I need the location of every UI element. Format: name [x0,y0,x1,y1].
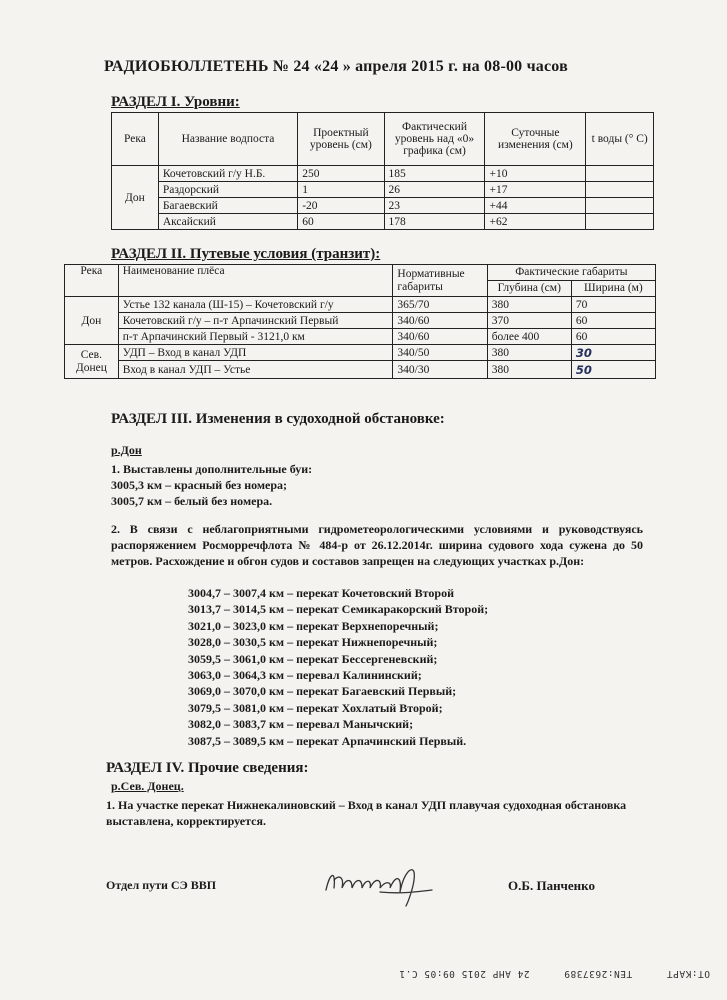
reach-cell: Вход в канал УДП – Устье [118,361,393,379]
table-row [65,361,656,379]
temp-cell [586,198,654,214]
col-station: Название водпоста [158,113,297,166]
width-cell: 60 [571,329,655,345]
table-row [112,198,654,214]
change-cell: +17 [485,182,586,198]
table-row [112,182,654,198]
table-row [112,214,654,230]
list-item: 3069,0 – 3070,0 км – перекат Багаевский Первый; [188,684,457,699]
reach-cell: Устье 132 канала (Ш-15) – Кочетовский г/у [118,297,393,313]
fax-phone: TEN:2637389 [563,968,633,979]
col-water-temp: t воды (° С) [586,113,654,166]
col-actual-level: Фактический уровень над «0» графика (см) [384,113,485,166]
norm-cell: 340/50 [393,345,487,361]
station-cell: Кочетовский г/у Н.Б. [158,166,297,182]
project-cell: 1 [298,182,384,198]
depth-cell: 380 [487,361,571,379]
col-depth: Глубина (см) [487,281,571,297]
width-cell: 70 [571,297,655,313]
list-item: 3005,3 км – красный без номера; [111,478,288,492]
col-river: Река [65,265,119,297]
list-item: 3063,0 – 3064,3 км – перевал Калининский; [188,668,422,683]
department-label: Отдел пути СЭ ВВП [106,878,217,892]
list-item: 3004,7 – 3007,4 км – перекат Кочетовский Второй [188,586,454,600]
list-item: 3087,5 – 3089,5 км – перекат Арпачинский Первый. [188,733,467,748]
norm-cell: 365/70 [393,297,487,313]
depth-cell: 370 [487,313,571,329]
list-item: 3028,0 – 3030,5 км – перекат Нижнепоречный; [188,635,438,650]
table-row [112,166,654,182]
station-cell: Аксайский [158,214,297,230]
col-reach: Наименование плёса [118,265,393,297]
width-cell-handwritten: 30 [571,345,655,361]
col-normative: Нормативные габариты [393,265,487,297]
fax-timestamp: 24 AHP 2015 09:05 C.1 [398,968,530,979]
fax-header-line [150,968,710,979]
list-item: 3021,0 – 3023,0 км – перекат Верхнепоречный; [188,618,439,633]
restriction-paragraph: 2. В связи с неблагоприятными гидрометеорологическими условиями и руководствуясь распоряжением Росморречфлота № 484-р от 26.12.2014г. ширина судового хода сужена до 50 метров. Расхождение и обгон судов и составов запрещен на следующих участках р.Дон: [111,522,643,568]
section4-river: р.Сев. Донец. [111,779,184,793]
section3-heading: РАЗДЕЛ III. Изменения в судоходной обстановке: [111,411,445,427]
table-row [65,329,656,345]
buoys-list [111,461,312,509]
list-item: 3082,0 – 3083,7 км – перевал Манычский; [188,717,414,732]
list-item: 3013,7 – 3014,5 км – перекат Семикаракорский Второй; [188,602,489,617]
col-actual-dimensions: Фактические габариты [487,265,655,281]
temp-cell [586,166,654,182]
depth-cell: более 400 [487,329,571,345]
list-item: 3079,5 – 3081,0 км – перекат Хохлатый Второй; [188,700,443,715]
actual-cell: 23 [384,198,485,214]
river-cell: Дон [65,297,119,345]
station-cell: Багаевский [158,198,297,214]
temp-cell [586,182,654,198]
change-cell: +10 [485,166,586,182]
reach-cell: Кочетовский г/у – п-т Арпачинский Первый [118,313,393,329]
river-cell: Дон [112,166,159,230]
fax-sender: OT:KAPT [666,968,710,979]
levels-table [111,112,654,230]
river-cell: Сев. Донец [65,345,119,379]
col-daily-change: Суточные изменения (см) [485,113,586,166]
reach-cell: п-т Арпачинский Первый - 3121,0 км [118,329,393,345]
norm-cell: 340/30 [393,361,487,379]
col-project-level: Проектный уровень (см) [298,113,384,166]
depth-cell: 380 [487,345,571,361]
transit-header-row [65,265,656,281]
signature-image [320,862,440,908]
norm-cell: 340/60 [393,313,487,329]
transit-table [64,264,656,379]
change-cell: +62 [485,214,586,230]
levels-header-row [112,113,654,166]
table-row [65,297,656,313]
actual-cell: 185 [384,166,485,182]
list-item: 3059,5 – 3061,0 км – перекат Бессергеневский; [188,651,438,666]
col-width: Ширина (м) [571,281,655,297]
table-row [65,345,656,361]
change-cell: +44 [485,198,586,214]
project-cell: 60 [298,214,384,230]
norm-cell: 340/60 [393,329,487,345]
station-cell: Раздорский [158,182,297,198]
document-title: РАДИОБЮЛЛЕТЕНЬ № 24 «24 » апреля 2015 г. на 08-00 часов [104,58,568,75]
section4-paragraph: 1. На участке перекат Нижнекалиновский – Вход в канал УДП плавучая судоходная обстановка выставлена, корректируется. [106,798,627,828]
project-cell: 250 [298,166,384,182]
table-row [65,313,656,329]
section3-river: р.Дон [111,443,142,457]
signer-name: О.Б. Панченко [508,878,595,893]
width-cell: 60 [571,313,655,329]
actual-cell: 26 [384,182,485,198]
segments-list [188,585,488,749]
list-item: 3005,7 км – белый без номера. [111,494,273,508]
width-cell-handwritten: 50 [571,361,655,379]
actual-cell: 178 [384,214,485,230]
reach-cell: УДП – Вход в канал УДП [118,345,393,361]
depth-cell: 380 [487,297,571,313]
section4-heading: РАЗДЕЛ IV. Прочие сведения: [106,760,309,776]
col-river: Река [112,113,159,166]
section2-heading: РАЗДЕЛ II. Путевые условия (транзит): [111,246,381,262]
temp-cell [586,214,654,230]
section1-heading: РАЗДЕЛ I. Уровни: [111,94,240,110]
list-item: 1. Выставлены дополнительные буи: [111,462,313,476]
project-cell: -20 [298,198,384,214]
